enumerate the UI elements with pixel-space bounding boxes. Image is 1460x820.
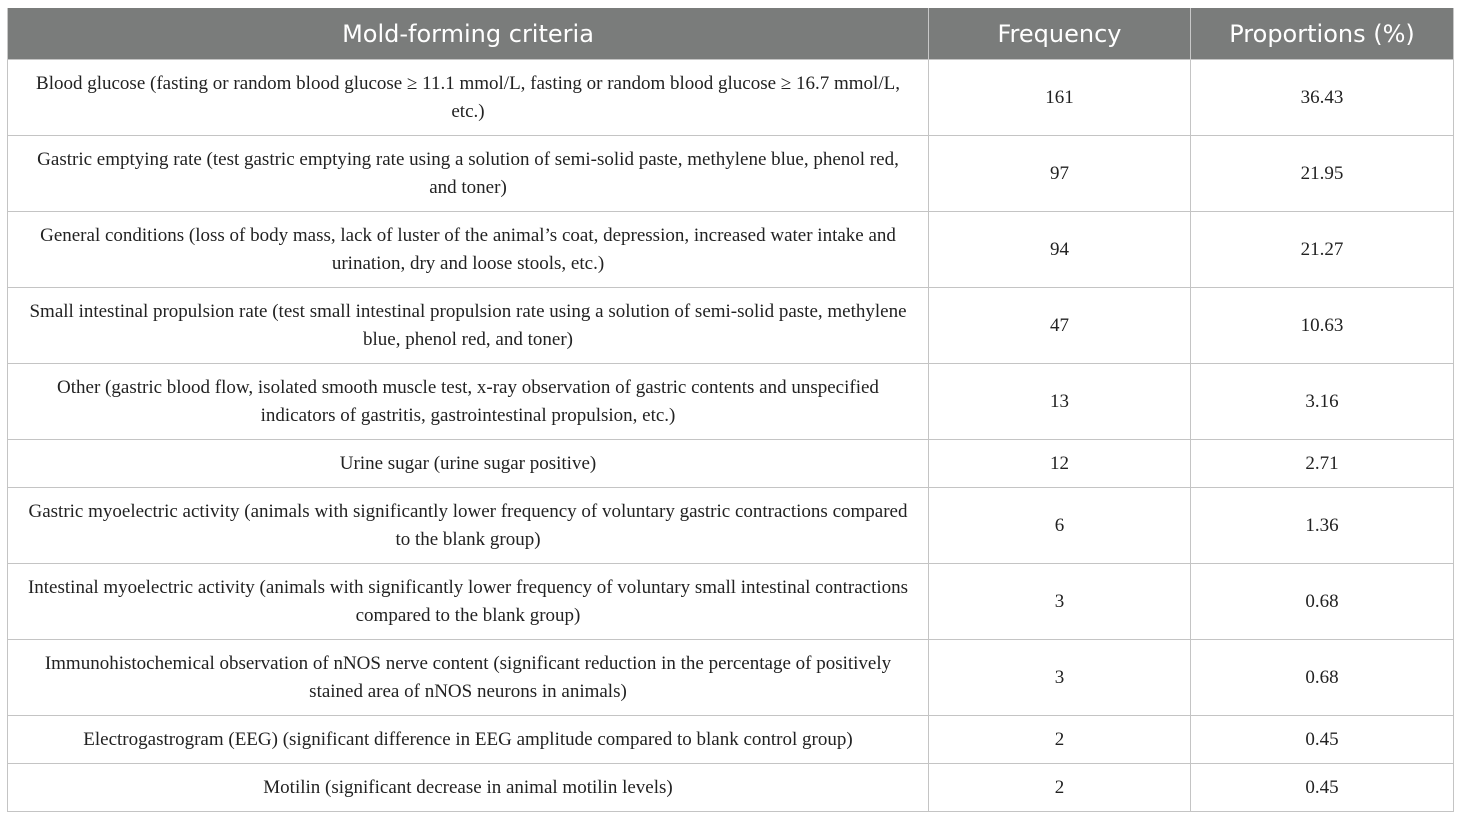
frequency-cell: 47	[929, 288, 1191, 364]
header-criteria: Mold-forming criteria	[8, 8, 929, 60]
proportion-cell: 21.27	[1191, 212, 1454, 288]
table-row	[8, 488, 1454, 564]
proportion-cell: 3.16	[1191, 364, 1454, 440]
frequency-cell: 3	[929, 564, 1191, 640]
table-row	[8, 716, 1454, 764]
proportion-cell: 36.43	[1191, 60, 1454, 136]
frequency-cell: 3	[929, 640, 1191, 716]
frequency-cell: 12	[929, 440, 1191, 488]
criteria-cell: Intestinal myoelectric activity (animals with significantly lower frequency of voluntary small intestinal contractions compared to the blank group)	[8, 564, 929, 640]
criteria-cell: Blood glucose (fasting or random blood glucose ≥ 11.1 mmol/L, fasting or random blood glucose ≥ 16.7 mmol/L, etc.)	[8, 60, 929, 136]
table-row	[8, 212, 1454, 288]
table-row	[8, 564, 1454, 640]
table-row	[8, 288, 1454, 364]
criteria-table	[7, 8, 1454, 812]
table-row	[8, 640, 1454, 716]
header-frequency: Frequency	[929, 8, 1191, 60]
proportion-cell: 0.68	[1191, 640, 1454, 716]
frequency-cell: 13	[929, 364, 1191, 440]
proportion-cell: 0.45	[1191, 764, 1454, 812]
criteria-cell: Motilin (significant decrease in animal motilin levels)	[8, 764, 929, 812]
table-row	[8, 440, 1454, 488]
table-row	[8, 136, 1454, 212]
criteria-cell: Other (gastric blood flow, isolated smooth muscle test, x-ray observation of gastric contents and unspecified indicators of gastritis, gastrointestinal propulsion, etc.)	[8, 364, 929, 440]
proportion-cell: 1.36	[1191, 488, 1454, 564]
proportion-cell: 0.68	[1191, 564, 1454, 640]
table-row	[8, 60, 1454, 136]
criteria-cell: Gastric myoelectric activity (animals with significantly lower frequency of voluntary gastric contractions compared to the blank group)	[8, 488, 929, 564]
proportion-cell: 0.45	[1191, 716, 1454, 764]
frequency-cell: 6	[929, 488, 1191, 564]
frequency-cell: 2	[929, 764, 1191, 812]
table-container	[7, 8, 1453, 812]
criteria-cell: Urine sugar (urine sugar positive)	[8, 440, 929, 488]
criteria-cell: Electrogastrogram (EEG) (significant difference in EEG amplitude compared to blank control group)	[8, 716, 929, 764]
frequency-cell: 94	[929, 212, 1191, 288]
proportion-cell: 21.95	[1191, 136, 1454, 212]
table-row	[8, 364, 1454, 440]
frequency-cell: 2	[929, 716, 1191, 764]
criteria-cell: Small intestinal propulsion rate (test small intestinal propulsion rate using a solution of semi-solid paste, methylene blue, phenol red, and toner)	[8, 288, 929, 364]
frequency-cell: 97	[929, 136, 1191, 212]
criteria-cell: Immunohistochemical observation of nNOS nerve content (significant reduction in the percentage of positively stained area of nNOS neurons in animals)	[8, 640, 929, 716]
header-row	[8, 8, 1454, 60]
criteria-cell: Gastric emptying rate (test gastric emptying rate using a solution of semi-solid paste, methylene blue, phenol red, and toner)	[8, 136, 929, 212]
criteria-cell: General conditions (loss of body mass, lack of luster of the animal’s coat, depression, increased water intake and urination, dry and loose stools, etc.)	[8, 212, 929, 288]
proportion-cell: 2.71	[1191, 440, 1454, 488]
frequency-cell: 161	[929, 60, 1191, 136]
table-row	[8, 764, 1454, 812]
header-proportions: Proportions (%)	[1191, 8, 1454, 60]
proportion-cell: 10.63	[1191, 288, 1454, 364]
